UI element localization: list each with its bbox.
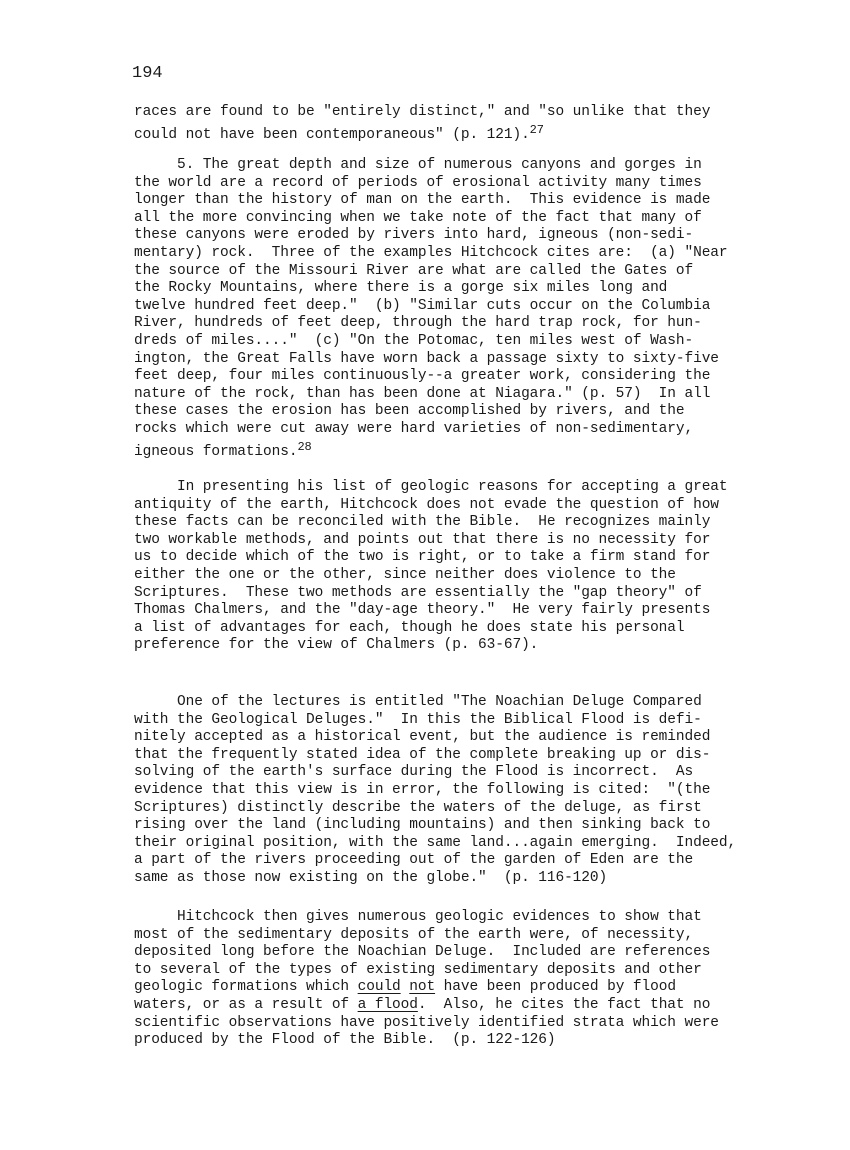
underlined-word: not xyxy=(409,979,436,996)
text-line: two workable methods, and points out that there is no necessity for xyxy=(134,531,711,548)
text-line: longer than the history of man on the earth. This evidence is made xyxy=(134,192,711,209)
paragraph-1 xyxy=(134,104,710,144)
text-line: antiquity of the earth, Hitchcock does not evade the question of how xyxy=(134,496,719,513)
footnote-marker: 27 xyxy=(529,122,544,137)
text-line xyxy=(134,997,719,1015)
text-line: their original position, with the same land...again emerging. Indeed, xyxy=(134,834,737,851)
text-line: In presenting his list of geologic reasons for accepting a great xyxy=(134,479,728,495)
text-line: evidence that this view is in error, the following is cited: "(the xyxy=(134,781,711,798)
text-line xyxy=(134,122,710,145)
text-line: these canyons were eroded by rivers into hard, igneous (non-sedi- xyxy=(134,227,694,244)
text-line-content: could not have been contemporaneous" (p. 121). xyxy=(134,126,530,143)
text-line: nature of the rock, than has been done at Niagara." (p. 57) In all xyxy=(134,385,711,402)
text-line: rising over the land (including mountains) and then sinking back to xyxy=(134,817,711,834)
footnote-marker: 28 xyxy=(297,439,312,454)
text-line-content: igneous formations. xyxy=(134,443,298,460)
text-line: a list of advantages for each, though he does state his personal xyxy=(134,619,685,636)
text-line: preference for the view of Chalmers (p. 63-67). xyxy=(134,637,539,654)
text-line-content: geologic formations which xyxy=(134,979,358,996)
text-line: the source of the Missouri River are what are called the Gates of xyxy=(134,262,694,279)
text-line: the world are a record of periods of erosional activity many times xyxy=(134,174,702,191)
text-line-content xyxy=(401,979,410,995)
text-line: Scriptures) distinctly describe the waters of the deluge, as first xyxy=(134,799,702,816)
text-line: scientific observations have positively identified strata which were xyxy=(134,1014,719,1031)
text-line: River, hundreds of feet deep, through the hard trap rock, for hun- xyxy=(134,315,702,332)
text-line: that the frequently stated idea of the complete breaking up or dis- xyxy=(134,746,711,763)
text-line: with the Geological Deluges." In this the Biblical Flood is defi- xyxy=(134,711,702,728)
text-line: 5. The great depth and size of numerous canyons and gorges in xyxy=(134,157,702,173)
text-line: us to decide which of the two is right, or to take a firm stand for xyxy=(134,549,711,566)
text-line: ington, the Great Falls have worn back a passage sixty to sixty-five xyxy=(134,350,719,367)
page-number: 194 xyxy=(132,64,163,83)
underlined-word: could xyxy=(357,979,401,996)
text-line-content: waters, or as a result of xyxy=(134,996,358,1013)
text-line: Scriptures. These two methods are essentially the "gap theory" of xyxy=(134,584,702,601)
text-line: solving of the earth's surface during the Flood is incorrect. As xyxy=(134,764,694,781)
text-line: races are found to be "entirely distinct," and "so unlike that they xyxy=(134,104,711,120)
text-line: to several of the types of existing sedimentary deposits and other xyxy=(134,961,702,978)
text-line: the Rocky Mountains, where there is a gorge six miles long and xyxy=(134,280,668,297)
text-line: One of the lectures is entitled "The Noachian Deluge Compared xyxy=(134,694,702,710)
paragraph-2 xyxy=(134,157,728,461)
text-line: a part of the rivers proceeding out of the garden of Eden are the xyxy=(134,852,694,869)
text-line: all the more convincing when we take note of the fact that many of xyxy=(134,209,702,226)
text-line-content: . Also, he cites the fact that no xyxy=(417,996,711,1013)
text-line: deposited long before the Noachian Deluge. Included are references xyxy=(134,944,711,961)
underlined-word: a flood xyxy=(357,996,418,1013)
text-line: Hitchcock then gives numerous geologic evidences to show that xyxy=(134,909,702,925)
text-line: produced by the Flood of the Bible. (p. 122-126) xyxy=(134,1032,556,1049)
text-line xyxy=(134,439,728,462)
text-line-content: have been produced by flood xyxy=(435,979,676,996)
text-line: rocks which were cut away were hard varieties of non-sedimentary, xyxy=(134,420,694,437)
text-line: most of the sedimentary deposits of the earth were, of necessity, xyxy=(134,926,694,943)
text-line: nitely accepted as a historical event, but the audience is reminded xyxy=(134,729,711,746)
text-line: these cases the erosion has been accomplished by rivers, and the xyxy=(134,403,685,420)
paragraph-4 xyxy=(134,694,736,888)
text-line: same as those now existing on the globe." (p. 116-120) xyxy=(134,869,608,886)
text-line: these facts can be reconciled with the Bible. He recognizes mainly xyxy=(134,514,711,531)
text-line: Thomas Chalmers, and the "day-age theory." He very fairly presents xyxy=(134,602,711,619)
text-line: dreds of miles...." (c) "On the Potomac, ten miles west of Wash- xyxy=(134,332,694,349)
text-line: either the one or the other, since neither does violence to the xyxy=(134,566,676,583)
text-line: twelve hundred feet deep." (b) "Similar cuts occur on the Columbia xyxy=(134,297,711,314)
text-line xyxy=(134,979,719,997)
paragraph-3 xyxy=(134,479,728,655)
text-line: feet deep, four miles continuously--a greater work, considering the xyxy=(134,368,711,385)
text-line: mentary) rock. Three of the examples Hitchcock cites are: (a) "Near xyxy=(134,244,728,261)
paragraph-5 xyxy=(134,909,719,1050)
